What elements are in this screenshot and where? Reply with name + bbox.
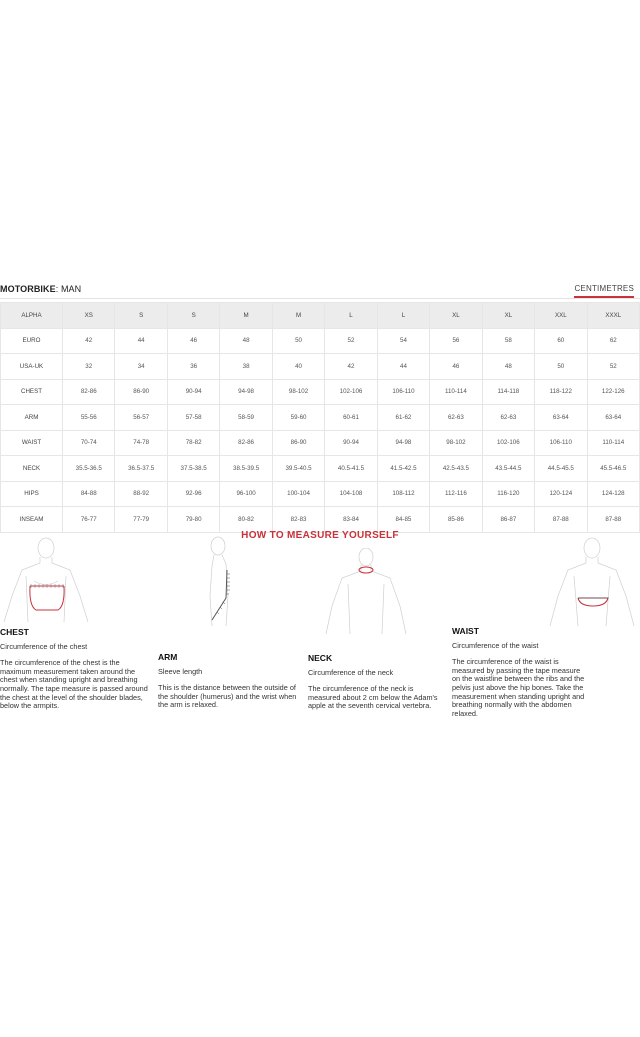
table-cell: 110-114: [587, 430, 639, 456]
table-cell: 44: [377, 354, 429, 380]
table-cell: 36.5-37.5: [115, 456, 167, 482]
neck-subtitle: Circumference of the neck: [308, 667, 394, 677]
table-cell: 116-120: [482, 481, 534, 507]
chest-figure-illustration: [0, 536, 100, 626]
table-cell: 124-128: [587, 481, 639, 507]
table-cell: 102-106: [325, 379, 377, 405]
table-cell: 46: [167, 328, 219, 354]
table-header-row: [1, 303, 640, 329]
table-cell: 54: [377, 328, 429, 354]
table-cell: 46: [430, 354, 482, 380]
measure-title: HOW TO MEASURE YOURSELF: [241, 530, 399, 541]
arm-subtitle: Sleeve length: [158, 666, 203, 676]
table-cell: XL: [482, 303, 534, 329]
table-cell: 56-57: [115, 405, 167, 431]
table-cell: 38: [220, 354, 272, 380]
waist-description: [452, 627, 588, 718]
table-cell: 55-56: [63, 405, 115, 431]
table-cell: 106-110: [377, 379, 429, 405]
table-cell: 108-112: [377, 481, 429, 507]
table-cell: 43.5-44.5: [482, 456, 534, 482]
table-cell: 114-118: [482, 379, 534, 405]
table-cell: 34: [115, 354, 167, 380]
table-cell: 92-96: [167, 481, 219, 507]
table-cell: 82-86: [63, 379, 115, 405]
neck-heading: NECK: [308, 653, 333, 663]
table-cell: 58-59: [220, 405, 272, 431]
neck-body: The circumference of the neck is measured about 2 cm below the Adam's apple at the seventh cervical vertebra.: [308, 684, 438, 711]
table-cell: 94-98: [377, 430, 429, 456]
table-cell: 104-108: [325, 481, 377, 507]
table-cell: 78-82: [167, 430, 219, 456]
table-cell: 80-82: [220, 507, 272, 533]
table-cell: M: [272, 303, 324, 329]
table-cell: S: [167, 303, 219, 329]
table-cell: 48: [482, 354, 534, 380]
table-cell: 76-77: [63, 507, 115, 533]
table-cell: 42: [325, 354, 377, 380]
table-cell: 85-86: [430, 507, 482, 533]
table-cell: 62: [587, 328, 639, 354]
chest-description: [0, 628, 148, 711]
table-cell: XXXL: [587, 303, 639, 329]
table-cell: 48: [220, 328, 272, 354]
table-cell: 70-74: [63, 430, 115, 456]
table-cell: 58: [482, 328, 534, 354]
row-label: NECK: [1, 456, 63, 482]
table-cell: 40.5-41.5: [325, 456, 377, 482]
table-cell: 112-116: [430, 481, 482, 507]
table-cell: 52: [325, 328, 377, 354]
row-label: EURO: [1, 328, 63, 354]
chart-title: MOTORBIKE: MAN: [0, 284, 82, 294]
table-row: [1, 456, 640, 482]
size-table: [0, 302, 640, 533]
table-cell: 39.5-40.5: [272, 456, 324, 482]
table-cell: 63-64: [587, 405, 639, 431]
table-cell: 50: [272, 328, 324, 354]
table-cell: 102-106: [482, 430, 534, 456]
arm-body: This is the distance between the outside of the shoulder (humerus) and the wrist when the arm is relaxed.: [158, 683, 297, 710]
table-cell: S: [115, 303, 167, 329]
table-cell: 118-122: [535, 379, 587, 405]
table-cell: 41.5-42.5: [377, 456, 429, 482]
chest-heading: CHEST: [0, 627, 29, 637]
table-cell: L: [377, 303, 429, 329]
table-cell: 74-78: [115, 430, 167, 456]
table-cell: 84-88: [63, 481, 115, 507]
row-label: INSEAM: [1, 507, 63, 533]
table-cell: 35.5-36.5: [63, 456, 115, 482]
table-cell: 63-64: [535, 405, 587, 431]
neck-description: [308, 654, 444, 711]
units-tab[interactable]: CENTIMETRES: [574, 284, 634, 298]
table-cell: 100-104: [272, 481, 324, 507]
row-label: HIPS: [1, 481, 63, 507]
table-cell: 94-98: [220, 379, 272, 405]
waist-heading: WAIST: [452, 626, 479, 636]
table-cell: 38.5-39.5: [220, 456, 272, 482]
table-cell: XL: [430, 303, 482, 329]
row-label: ALPHA: [1, 303, 63, 329]
table-cell: 56: [430, 328, 482, 354]
waist-figure-illustration: [548, 536, 638, 630]
row-label: WAIST: [1, 430, 63, 456]
table-cell: 36: [167, 354, 219, 380]
waist-subtitle: Circumference of the waist: [452, 640, 539, 650]
arm-figure-illustration: [198, 536, 248, 630]
table-cell: 90-94: [167, 379, 219, 405]
table-cell: 62-63: [430, 405, 482, 431]
table-cell: 40: [272, 354, 324, 380]
table-cell: 52: [587, 354, 639, 380]
table-row: [1, 354, 640, 380]
table-cell: 122-126: [587, 379, 639, 405]
table-cell: 84-85: [377, 507, 429, 533]
table-cell: XXL: [535, 303, 587, 329]
table-cell: 32: [63, 354, 115, 380]
table-cell: 88-92: [115, 481, 167, 507]
table-cell: 62-63: [482, 405, 534, 431]
table-cell: 82-83: [272, 507, 324, 533]
table-cell: 50: [535, 354, 587, 380]
table-cell: 86-90: [272, 430, 324, 456]
table-cell: 44: [115, 328, 167, 354]
chest-subtitle: Circumference of the chest: [0, 641, 88, 651]
table-cell: 106-110: [535, 430, 587, 456]
row-label: USA-UK: [1, 354, 63, 380]
table-cell: 83-84: [325, 507, 377, 533]
table-cell: 77-79: [115, 507, 167, 533]
table-row: [1, 430, 640, 456]
neck-figure-illustration: [318, 548, 418, 638]
row-label: ARM: [1, 405, 63, 431]
table-cell: 82-86: [220, 430, 272, 456]
arm-description: [158, 653, 298, 710]
table-cell: XS: [63, 303, 115, 329]
table-cell: 57-58: [167, 405, 219, 431]
table-cell: 120-124: [535, 481, 587, 507]
arm-heading: ARM: [158, 652, 178, 662]
table-cell: 37.5-38.5: [167, 456, 219, 482]
table-row: [1, 481, 640, 507]
table-row: [1, 405, 640, 431]
table-cell: 59-60: [272, 405, 324, 431]
table-row: [1, 379, 640, 405]
table-cell: 96-100: [220, 481, 272, 507]
table-cell: 42.5-43.5: [430, 456, 482, 482]
table-cell: 98-102: [272, 379, 324, 405]
table-cell: 44.5-45.5: [535, 456, 587, 482]
header-divider: [0, 298, 640, 299]
table-cell: 79-80: [167, 507, 219, 533]
table-cell: 45.5-46.5: [587, 456, 639, 482]
table-cell: 42: [63, 328, 115, 354]
table-cell: 60: [535, 328, 587, 354]
table-cell: L: [325, 303, 377, 329]
chest-body: The circumference of the chest is the maximum measurement taken around the chest when standing upright and breathing normally. The tape measure is passed around the chest at the level of the shoulder blades, below the armpits.: [0, 658, 148, 711]
table-cell: 61-62: [377, 405, 429, 431]
table-cell: 86-90: [115, 379, 167, 405]
table-row: [1, 328, 640, 354]
table-cell: 87-88: [587, 507, 639, 533]
table-cell: 86-87: [482, 507, 534, 533]
table-cell: 90-94: [325, 430, 377, 456]
table-row: [1, 507, 640, 533]
table-cell: 110-114: [430, 379, 482, 405]
waist-body: The circumference of the waist is measured by passing the tape measure on the waistline between the ribs and the pelvis just above the hip bones. Take the measurement when standing upright and breathing normally with the abdomen relaxed.: [452, 657, 585, 718]
table-cell: 87-88: [535, 507, 587, 533]
table-cell: 98-102: [430, 430, 482, 456]
row-label: CHEST: [1, 379, 63, 405]
table-cell: M: [220, 303, 272, 329]
table-cell: 60-61: [325, 405, 377, 431]
